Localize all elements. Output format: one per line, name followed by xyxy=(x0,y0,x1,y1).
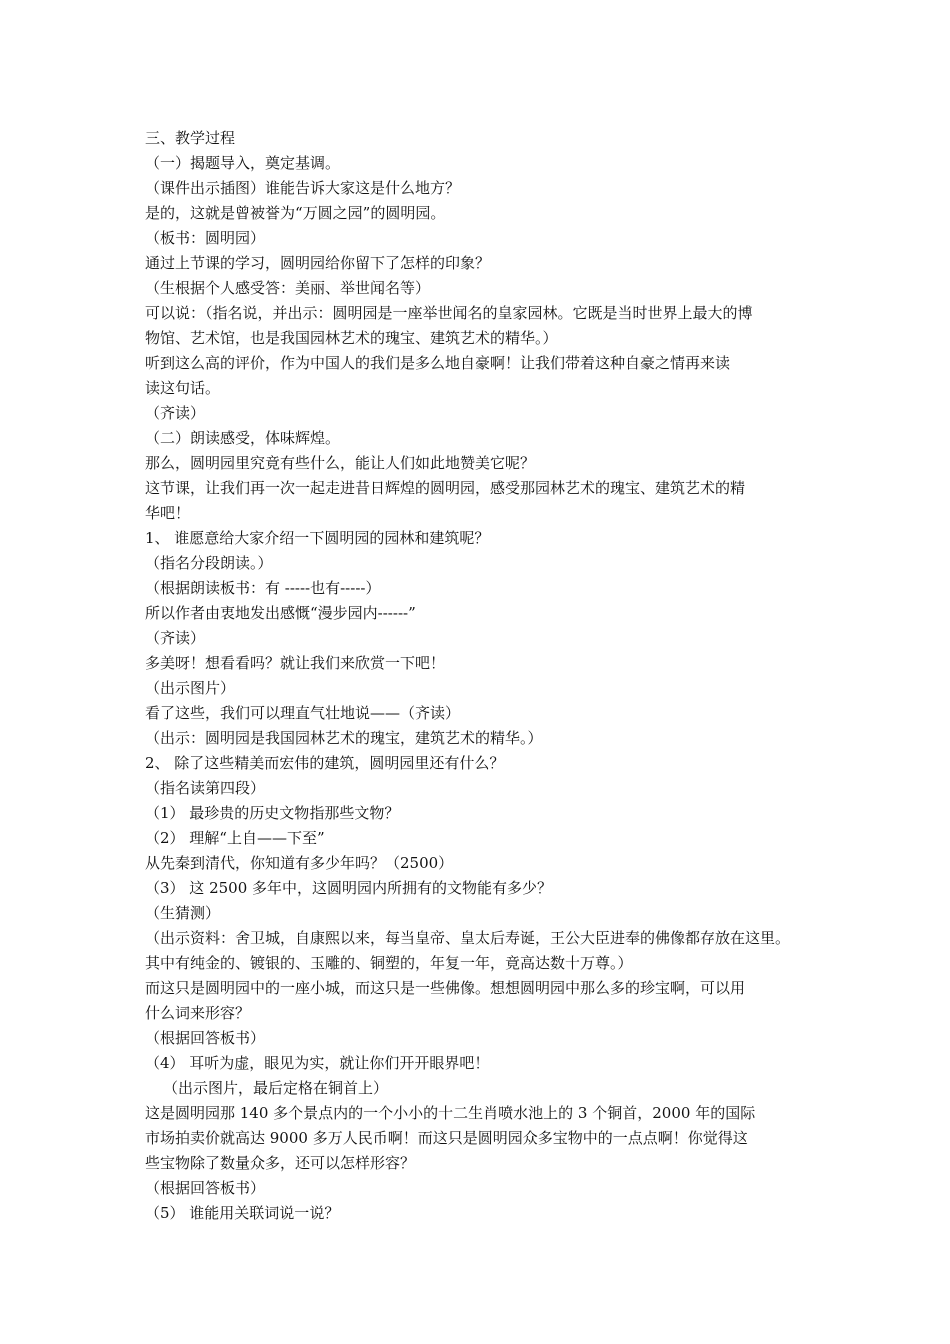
text-line: （二）朗读感受，体味辉煌。 xyxy=(145,429,341,447)
text-line: 听到这么高的评价，作为中国人的我们是多么地自豪啊！让我们带着这种自豪之情再来读 xyxy=(145,354,731,372)
text-line: 而这只是圆明园中的一座小城，而这只是一些佛像。想想圆明园中那么多的珍宝啊，可以用 xyxy=(145,979,746,997)
text-line: 物馆、艺术馆，也是我国园林艺术的瑰宝、建筑艺术的精华。） xyxy=(145,329,558,347)
text-line: （1） 最珍贵的历史文物指那些文物？ xyxy=(145,804,400,822)
text-line: 从先秦到清代，你知道有多少年吗？（2500） xyxy=(145,854,454,872)
text-line: 可以说：（指名说，并出示：圆明园是一座举世闻名的皇家园林。它既是当时世界上最大的博 xyxy=(145,304,753,322)
text-line: 2、 除了这些精美而宏伟的建筑，圆明园里还有什么？ xyxy=(145,754,505,772)
text-line: 华吧！ xyxy=(145,504,191,522)
text-line: 些宝物除了数量众多，还可以怎样形容？ xyxy=(145,1154,416,1172)
text-line: （4） 耳听为虚，眼见为实，就让你们开开眼界吧！ xyxy=(145,1054,490,1072)
text-line: （5） 谁能用关联词说一说？ xyxy=(145,1204,340,1222)
text-line: （一）揭题导入，奠定基调。 xyxy=(145,154,341,172)
text-line: 这节课，让我们再一次一起走进昔日辉煌的圆明园，感受那园林艺术的瑰宝、建筑艺术的精 xyxy=(145,479,746,497)
text-line: 那么，圆明园里究竟有些什么，能让人们如此地赞美它呢？ xyxy=(145,454,536,472)
text-line: （3） 这 2500 多年中，这圆明园内所拥有的文物能有多少？ xyxy=(145,879,553,897)
text-line: 1、 谁愿意给大家介绍一下圆明园的园林和建筑呢？ xyxy=(145,529,490,547)
document-page xyxy=(145,126,825,1226)
text-line: （指名读第四段） xyxy=(145,779,266,797)
text-line: 其中有纯金的、镀银的、玉雕的、铜塑的，年复一年，竟高达数十万尊。） xyxy=(145,954,633,972)
text-line: 所以作者由衷地发出感慨“漫步园内------” xyxy=(145,604,416,622)
text-line: 什么词来形容？ xyxy=(145,1004,251,1022)
text-line: （课件出示插图）谁能告诉大家这是什么地方？ xyxy=(145,179,461,197)
text-line: （2） 理解“上自——下至” xyxy=(145,829,325,847)
text-line: （根据朗读板书：有 -----也有-----） xyxy=(145,579,381,597)
text-line: （齐读） xyxy=(145,629,206,647)
text-line: （齐读） xyxy=(145,404,206,422)
text-line: （出示资料：舍卫城，自康熙以来，每当皇帝、皇太后寿诞，王公大臣进奉的佛像都存放在这里。 xyxy=(145,929,791,947)
text-line: 多美呀！想看看吗？就让我们来欣赏一下吧！ xyxy=(145,654,446,672)
text-line: （出示：圆明园是我国园林艺术的瑰宝，建筑艺术的精华。） xyxy=(145,729,543,747)
text-line: （指名分段朗读。） xyxy=(145,554,273,572)
text-line: 读这句话。 xyxy=(145,379,221,397)
text-line: （生猜测） xyxy=(145,904,221,922)
text-line: 看了这些，我们可以理直气壮地说——（齐读） xyxy=(145,704,461,722)
text-line: （出示图片，最后定格在铜首上） xyxy=(163,1079,389,1097)
text-line: 这是圆明园那 140 多个景点内的一个小小的十二生肖喷水池上的 3 个铜首，2000 年的国际 xyxy=(145,1104,756,1122)
text-line: （根据回答板书） xyxy=(145,1179,266,1197)
text-line: （出示图片） xyxy=(145,679,236,697)
text-line: 是的，这就是曾被誉为“万圆之园”的圆明园。 xyxy=(145,204,446,222)
text-line: （板书：圆明园） xyxy=(145,229,266,247)
text-line: （生根据个人感受答：美丽、举世闻名等） xyxy=(145,279,431,297)
text-line: 通过上节课的学习，圆明园给你留下了怎样的印象？ xyxy=(145,254,491,272)
text-line: （根据回答板书） xyxy=(145,1029,266,1047)
text-line: 市场拍卖价就高达 9000 多万人民币啊！而这只是圆明园众多宝物中的一点点啊！你觉得这 xyxy=(145,1129,748,1147)
text-line: 三、教学过程 xyxy=(145,129,236,147)
